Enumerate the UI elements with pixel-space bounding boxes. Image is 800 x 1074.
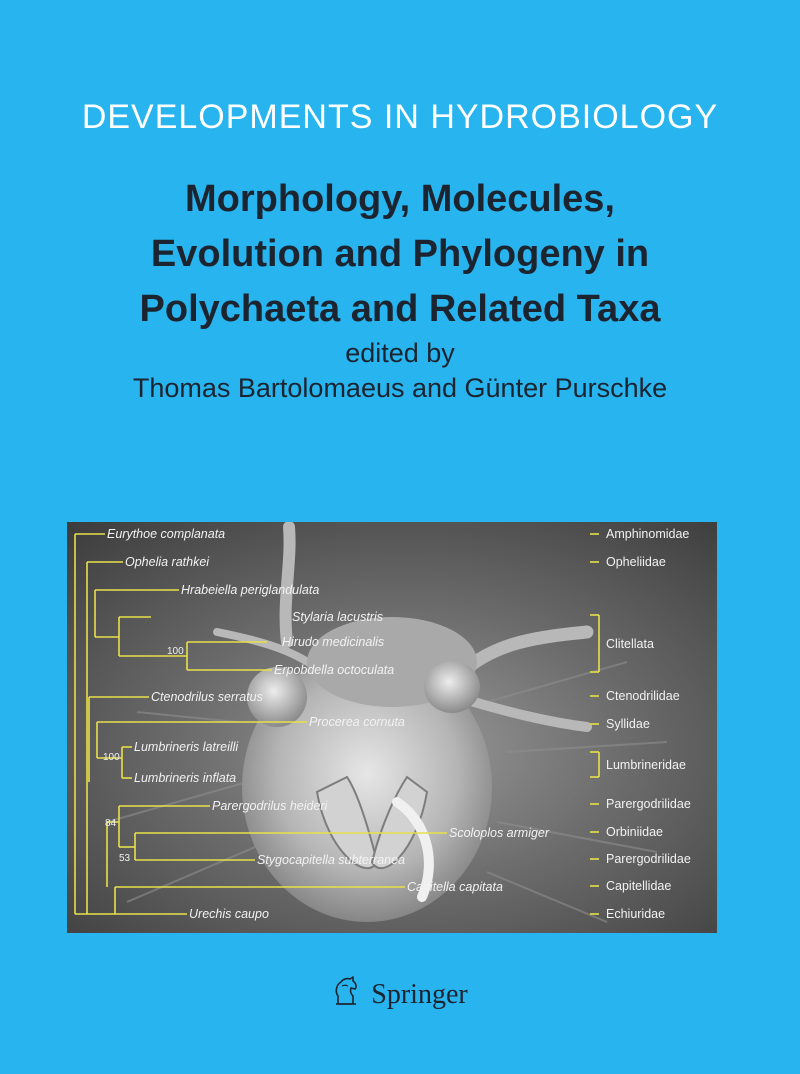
cover-figure	[67, 522, 717, 933]
support-value: 53	[119, 853, 131, 864]
publisher-name: Springer	[371, 979, 468, 1010]
species-label: Urechis caupo	[189, 907, 269, 921]
edited-by-label: edited by	[345, 338, 455, 368]
species-label: Procerea cornuta	[309, 715, 405, 729]
species-label: Hrabeiella periglandulata	[181, 583, 320, 597]
publisher	[0, 976, 800, 1014]
phylogeny-figure	[67, 522, 717, 933]
series-title: DEVELOPMENTS IN HYDROBIOLOGY	[81, 98, 719, 136]
family-label: Opheliidae	[606, 555, 666, 569]
species-label: Lumbrineris inflata	[134, 771, 237, 785]
family-label: Amphinomidae	[606, 527, 690, 541]
species-label: Erpobdella octoculata	[274, 663, 395, 677]
species-label: Eurythoe complanata	[107, 527, 226, 541]
family-label: Syllidae	[606, 717, 650, 731]
editors: Thomas Bartolomaeus and Günter Purschke	[132, 373, 668, 403]
species-label: Capitella capitata	[407, 880, 503, 894]
species-label: Stygocapitella subterranea	[257, 853, 406, 867]
family-label: Capitellidae	[606, 879, 672, 893]
species-label: Stylaria lacustris	[292, 610, 383, 624]
species-label: Hirudo medicinalis	[282, 635, 385, 649]
family-label: Parergodrilidae	[606, 852, 691, 866]
support-value: 100	[167, 646, 184, 657]
family-label: Parergodrilidae	[606, 797, 691, 811]
species-label: Lumbrineris latreilli	[134, 740, 239, 754]
book-title	[60, 172, 740, 337]
family-label: Clitellata	[606, 637, 654, 651]
species-label: Parergodrilus heideri	[212, 799, 328, 813]
family-label: Lumbrineridae	[606, 758, 686, 772]
species-label: Ophelia rathkei	[125, 555, 210, 569]
family-label: Ctenodrilidae	[606, 689, 680, 703]
species-label: Scoloplos armiger	[449, 826, 550, 840]
title-line-2: Evolution and Phylogeny in	[150, 233, 650, 275]
title-line-1: Morphology, Molecules,	[185, 178, 615, 220]
title-line-3: Polychaeta and Related Taxa	[139, 288, 661, 330]
species-label: Ctenodrilus serratus	[151, 690, 263, 704]
springer-horse-icon	[332, 976, 360, 1014]
support-value: 84	[105, 818, 117, 829]
family-label: Orbiniidae	[606, 825, 663, 839]
family-label: Echiuridae	[606, 907, 666, 921]
support-value: 100	[103, 752, 120, 763]
